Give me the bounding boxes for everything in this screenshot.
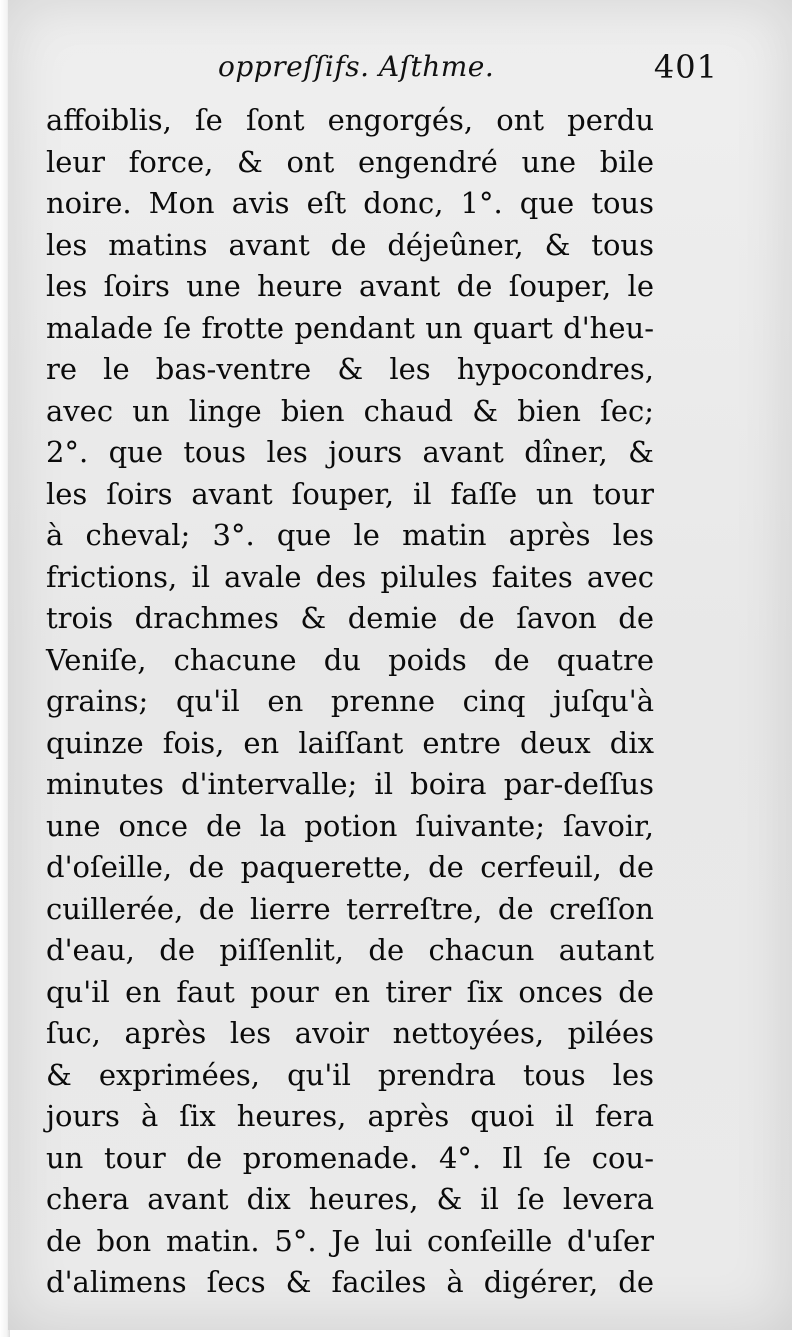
text-line: 2°. que tous les jours avant dîner, & bbox=[46, 435, 654, 469]
text-line: Veniſe, chacune du poids de quatre bbox=[46, 642, 654, 677]
text-line: cuillerée, de lierre terreſtre, de creſſon bbox=[46, 891, 654, 926]
text-line: malade ſe frotte pendant un quart d'heu- bbox=[46, 310, 654, 345]
page-number: 401 bbox=[653, 48, 718, 86]
text-line: noire. Mon avis eſt donc, 1°. que tous bbox=[46, 186, 654, 220]
text-line: de bon matin. 5°. Je lui conſeille d'uſer bbox=[46, 1223, 654, 1258]
text-line: qu'il en faut pour en tirer ſix onces de bbox=[46, 974, 654, 1009]
text-line: un tour de promenade. 4°. Il ſe cou- bbox=[46, 1140, 654, 1175]
text-line: avec un linge bien chaud & bien ſec; bbox=[46, 393, 654, 428]
text-line: d'oſeille, de paquerette, de cerfeuil, de bbox=[46, 850, 654, 884]
text-line: trois drachmes & demie de ſavon de bbox=[46, 601, 654, 635]
text-line: une once de la potion ſuivante; ſavoir, bbox=[46, 808, 654, 843]
text-line: d'alimens ſecs & faciles à digérer, de bbox=[46, 1265, 654, 1299]
text-line: minutes d'intervalle; il boira par-deſſus bbox=[46, 767, 654, 801]
text-line: ſuc, après les avoir nettoyées, pilées bbox=[46, 1016, 654, 1050]
text-line: & exprimées, qu'il prendra tous les bbox=[46, 1057, 654, 1092]
text-line: affoiblis, ſe ſont engorgés, ont perdu bbox=[46, 103, 654, 137]
text-line: leur force, & ont engendré une bile bbox=[46, 144, 654, 179]
text-line: les matins avant de déjeûner, & tous bbox=[46, 227, 654, 262]
text-line: les ſoirs une heure avant de ſouper, le bbox=[46, 269, 654, 303]
running-title: oppreſſifs. Aſthme. bbox=[218, 50, 495, 83]
text-line: les ſoirs avant ſouper, il faſſe un tour bbox=[46, 476, 654, 511]
text-line: d'eau, de piſſenlit, de chacun autant bbox=[46, 933, 654, 967]
text-line: jours à ſix heures, après quoi il fera bbox=[46, 1099, 654, 1133]
text-line: re le bas-ventre & les hypocondres, bbox=[46, 352, 654, 386]
text-line: quinze fois, en laiſſant entre deux dix bbox=[46, 725, 654, 760]
running-head bbox=[50, 48, 730, 88]
text-line: frictions, il avale des pilules faites avec bbox=[46, 559, 654, 594]
text-line: à cheval; 3°. que le matin après les bbox=[46, 518, 654, 552]
text-line: chera avant dix heures, & il ſe levera bbox=[46, 1182, 654, 1216]
text-line: grains; qu'il en prenne cinq juſqu'à bbox=[46, 684, 654, 718]
body-text bbox=[46, 100, 654, 1304]
